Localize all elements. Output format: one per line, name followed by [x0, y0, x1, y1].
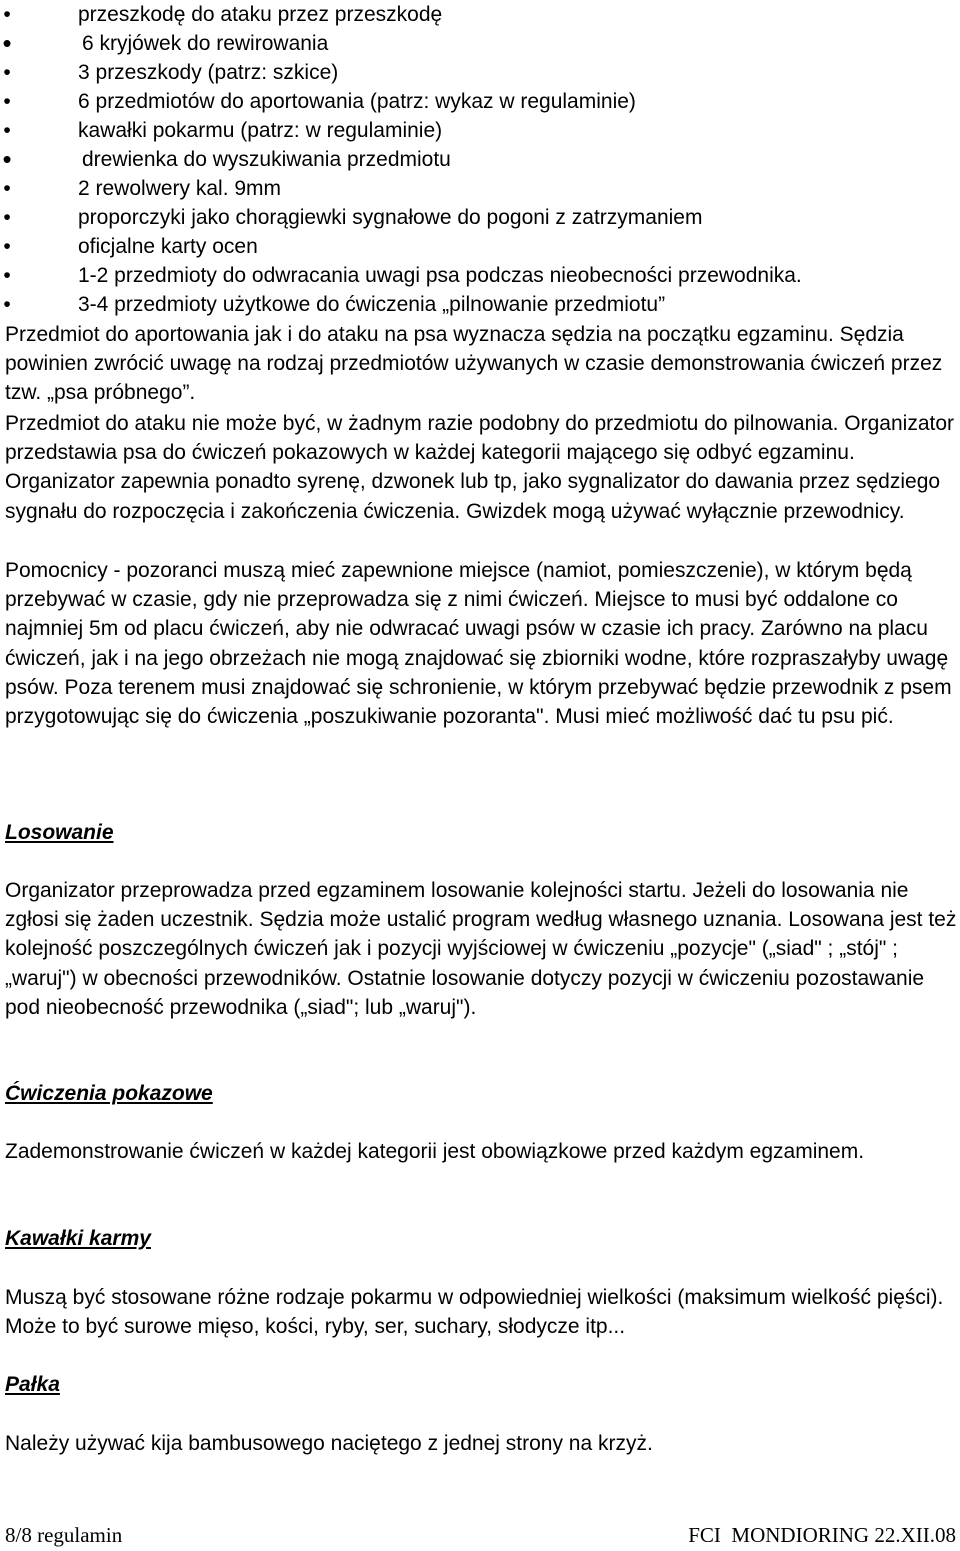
list-item-text: 2 rewolwery kal. 9mm [78, 177, 282, 200]
footer-document-id: FCI MONDIORING 22.XII.08 [688, 1523, 956, 1547]
list-item-text: oficjalne karty ocen [78, 235, 258, 258]
bullet-icon: • [3, 177, 11, 200]
bullet-icon: • [3, 206, 11, 229]
bullet-icon: • [2, 144, 12, 174]
list-item-text: 1-2 przedmioty do odwracania uwagi psa podczas nieobecności przewodnika. [78, 264, 802, 287]
list-item-text: 3-4 przedmioty użytkowe do ćwiczenia „pilnowanie przedmiotu” [78, 293, 666, 316]
list-item-text: drewienka do wyszukiwania przedmiotu [82, 148, 451, 171]
section-heading-cwiczenia-pokazowe: Ćwiczenia pokazowe [5, 1082, 213, 1105]
intro-paragraph: Przedmiot do aportowania jak i do ataku na psa wyznacza sędzia na początku egzaminu. Sędzia powinien zwrócić uwagę na rodzaj przedmiotów używanych w czasie demonstrowania ćwiczeń przez tzw. „psa próbnego”. [5, 323, 943, 405]
list-item-text: 3 przeszkody (patrz: szkice) [78, 61, 339, 84]
list-item-text: 6 kryjówek do rewirowania [82, 32, 329, 55]
helpers-paragraph: Pomocnicy - pozoranci muszą mieć zapewnione miejsce (namiot, pomieszczenie), w którym będą przebywać w czasie, gdy nie przeprowadza się z nimi ćwiczeń. Miejsce to musi być oddalone co najmniej 5m od placu ćwiczeń, aby nie odwracać uwagi psów w czasie ich pracy. Zarówno na placu ćwiczeń, jak i na jego obrzeżach nie mogą znajdować się zbiorniki wodne, które rozpraszałyby uwagę psów. Poza terenem musi znajdować się schronienie, w którym przebywać będzie przewodnik z psem przygotowując się do ćwiczenia „poszukiwanie pozoranta". Musi mieć możliwość dać tu psu pić. [5, 559, 952, 729]
bullet-icon: • [2, 28, 12, 58]
bullet-icon: • [3, 235, 11, 258]
list-item-text: proporczyki jako chorągiewki sygnałowe do pogoni z zatrzymaniem [78, 206, 703, 229]
bullet-icon: • [3, 90, 11, 113]
bullet-icon: • [3, 3, 11, 26]
section-heading-kawalki-karmy: Kawałki karmy [5, 1227, 151, 1250]
section-text-cwiczenia-pokazowe: Zademonstrowanie ćwiczeń w każdej kategorii jest obowiązkowe przed każdym egzaminem. [5, 1140, 865, 1163]
section-text-kawalki-karmy: Muszą być stosowane różne rodzaje pokarmu w odpowiedniej wielkości (maksimum wielkość pięści). Może to być surowe mięso, kości, ryby, ser, suchary, słodycze itp... [5, 1286, 944, 1339]
section-heading-losowanie: Losowanie [5, 821, 114, 844]
list-item-text: przeszkodę do ataku przez przeszkodę [78, 3, 443, 26]
list-item-text: 6 przedmiotów do aportowania (patrz: wykaz w regulaminie) [78, 90, 636, 113]
section-text-palka: Należy używać kija bambusowego naciętego z jednej strony na krzyż. [5, 1432, 653, 1455]
section-text-losowanie: Organizator przeprowadza przed egzaminem losowanie kolejności startu. Jeżeli do losowania nie zgłosi się żaden uczestnik. Sędzia może ustalić program według własnego uznania. Losowana jest też kolejność poszczególnych ćwiczeń jak i pozycji wyjściowej w ćwiczeniu „pozycje" („siad" ; „stój" ; „waruj") w obecności przewodników. Ostatnie losowanie dotyczy pozycji w ćwiczeniu pozostawanie pod nieobecność przewodnika („siad"; lub „waruj"). [5, 879, 957, 1019]
section-heading-palka: Pałka [5, 1373, 60, 1396]
bullet-icon: • [3, 119, 11, 142]
list-item-text: kawałki pokarmu (patrz: w regulaminie) [78, 119, 443, 142]
bullet-icon: • [3, 264, 11, 287]
attack-item-paragraph: Przedmiot do ataku nie może być, w żadnym razie podobny do przedmiotu do pilnowania. Organizator przedstawia psa do ćwiczeń pokazowych w każdej kategorii mającego się odbyć egzaminu. Organizator zapewnia ponadto syrenę, dzwonek lub tp, jako sygnalizator do dawania przez sędziego sygnału do rozpoczęcia i zakończenia ćwiczenia. Gwizdek mogą używać wyłącznie przewodnicy. [5, 412, 955, 523]
bullet-icon: • [3, 61, 11, 84]
footer-page-label: 8/8 regulamin [5, 1523, 123, 1547]
bullet-icon: • [3, 293, 11, 316]
